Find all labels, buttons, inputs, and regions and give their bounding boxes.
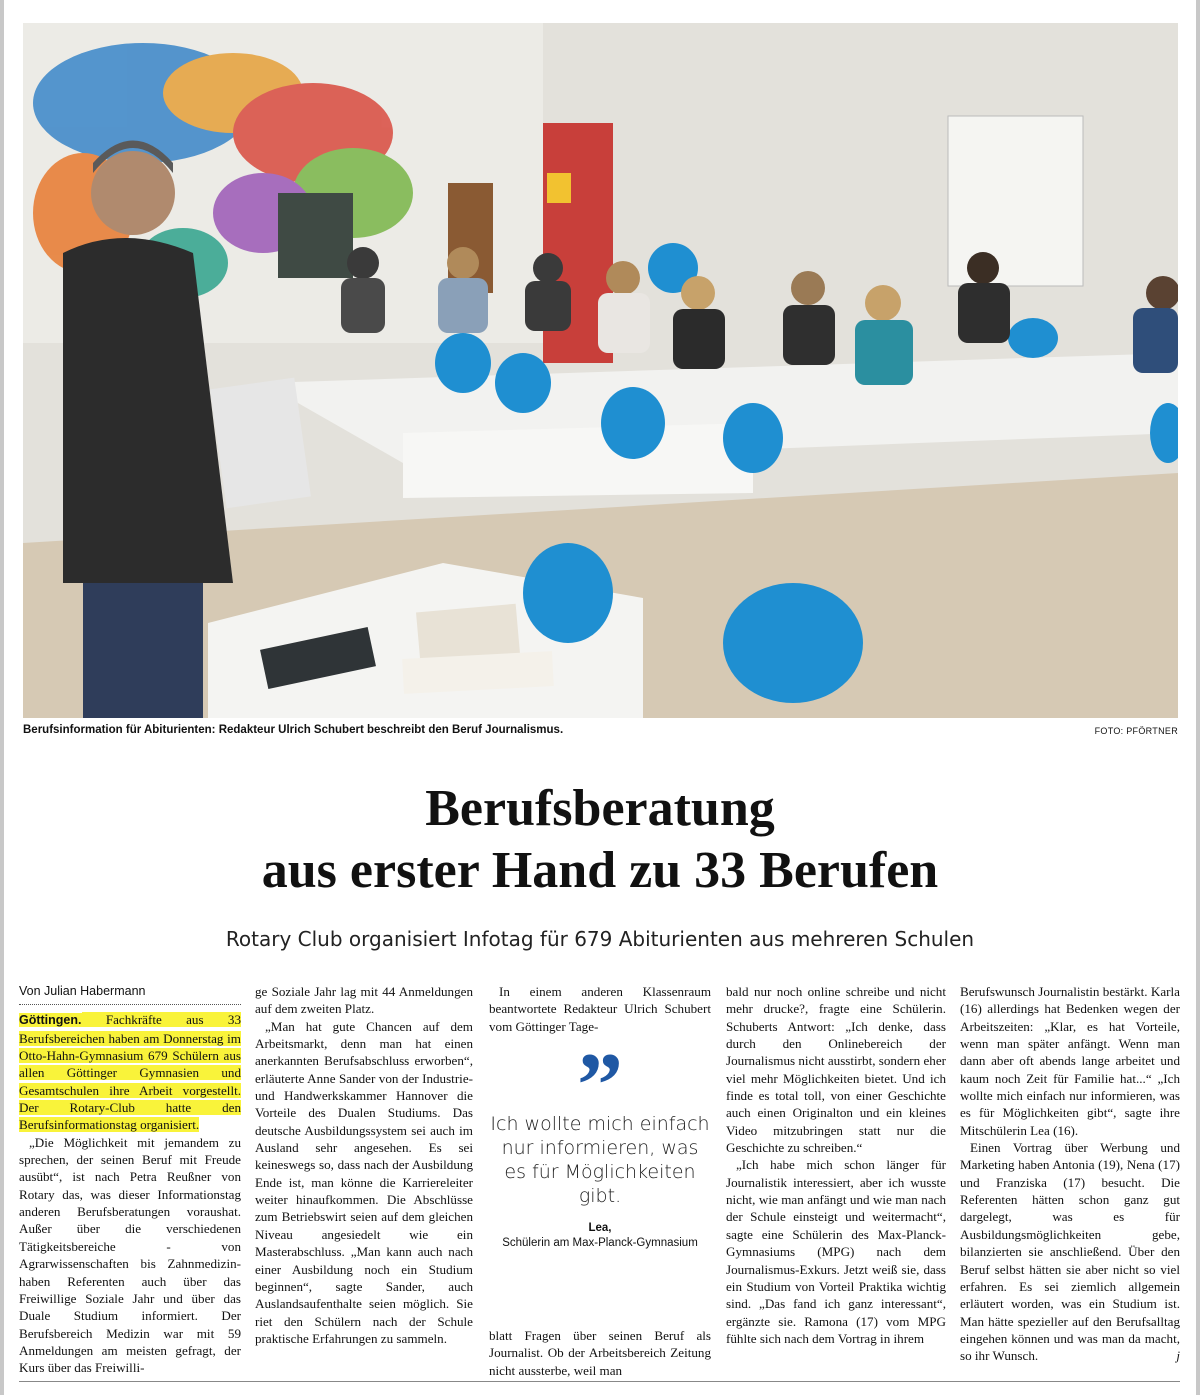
paragraph: blatt Fragen über seinen Beruf als Journalist. Ob der Arbeitsbereich Zeitung nicht aussterbe, weil man [489, 1328, 711, 1378]
quote-role: Schülerin am Max-Planck-Gymnasium [502, 1237, 698, 1249]
article-column-5 [960, 983, 1180, 1365]
article-column-4 [726, 983, 946, 1347]
paragraph: „Ich habe mich schon länger für Journalistik interessiert, aber ich wusste nicht, wie man anfängt und wie man nach der Schule einsteigt und weitermacht“, sagte eine Schülerin des Max-Planck-Gymnasiums (MPG) nach dem Journalismus-Exkurs. Jetzt weiß sie, dass ein Studium von Vorteil Praktika wichtig sind. „Das fand ich ganz interessant“, ergänzte sie. Ramona (17) vom MPG fühlte sich nach dem Vortrag in ihrem [726, 1157, 946, 1346]
article-column-2 [255, 983, 473, 1347]
headline-line-2: aus erster Hand zu 33 Berufen [261, 842, 939, 899]
classroom-photo-illustration [23, 23, 1178, 718]
article-column-3 [489, 983, 711, 1035]
headline [0, 778, 1200, 902]
end-mark: j [1176, 1348, 1180, 1364]
page-edge-right [1196, 0, 1200, 1395]
photo-caption [23, 724, 1178, 744]
paragraph: In einem anderen Klassenraum beantwortete Redakteur Ulrich Schubert vom Göttinger Tage- [489, 984, 711, 1034]
article-column-1 [19, 983, 241, 1377]
paragraph: „Man hat gute Chancen auf dem Arbeitsmarkt, denn man hat einen anerkannten Berufsabschluss erworben“, erläuterte Anne Sander von der Industrie- und Handwerkskammer Hannover die Vorteile des Dualen Studiums. Das deutsche Ausbildungssystem sei auch im Ausland sehr angesehen. Es sei keineswegs so, dass nach der Ausbildung Ende ist, man könne die Karriereleiter weiter hinaufkommen. Die Abschlüsse zum Betriebswirt seien auf dem gleichen Niveau angesiedelt wie ein Masterabschluss. „Man kann auch nach einer Ausbildung noch ein Studium beginnen“, sagte Sander, auch Auslandsaufenthalte seien möglich. Sie riet den Schülern nach der Schule praktische Erfahrungen zu sammeln. [255, 1018, 473, 1346]
quote-text: Ich wollte mich einfach nur informieren, was es für Möglichkeiten gibt. [490, 1113, 710, 1207]
paragraph: bald nur noch online schreibe und nicht mehr drucke?, fragte eine Schülerin. Schuberts Antwort: „Ich denke, dass durch den Onlinebereich der Journalismus nicht ausstirbt, sondern eher viel mehr Möglichkeiten bietet. Und ich finde es total toll, von einer Geschichte auch einen Originalton und ein kleines Video mitzubringen statt nur die Geschichte zu schreiben.“ [726, 984, 947, 1156]
pull-quote [489, 1034, 711, 1280]
page-edge-left [0, 0, 4, 1395]
lead-paragraph [19, 1011, 241, 1133]
paragraph: ge Soziale Jahr lag mit 44 Anmeldungen auf dem zweiten Platz. [255, 984, 473, 1017]
dateline: Göttingen. [19, 1013, 82, 1028]
quote-author: Lea, [588, 1222, 612, 1234]
caption-text: Berufsinformation für Abiturienten: Redakteur Ulrich Schubert beschreibt den Beruf Journalismus. [23, 724, 564, 736]
paragraph-text: Einen Vortrag über Werbung und Marketing haben Antonia (19), Nena (17) und Franziska (17) besucht. Die Referenten hätten schon ganz gut dargelegt, was es für Ausbildungsmöglichkeiten gebe, bilanzierten sie anschließend. Über den Beruf selbst hätten sie aber nicht so viel erfahren. Es sei ziemlich allgemein erläutert worden, was ein Studium ist. Man hätte spezieller auf den Berufsalltag eingehen können und was man da macht, so ihr Wunsch. [960, 1140, 1180, 1364]
photo-credit: FOTO: PFÖRTNER [1094, 726, 1178, 736]
quote-mark-icon: ” [577, 1034, 623, 1136]
byline: Von Julian Habermann [19, 983, 241, 1005]
paragraph: „Die Möglichkeit mit jemandem zu sprechen, der seinen Beruf mit Freude ausübt“, ist nach Petra Reußner von Rotary das, was dieser Informationstag anderen Berufsberatungen voraushat. Außer über die verschiedenen Tätigkeitsbereiche - von Agrarwissenschaften bis Zahnmedizin- haben Referenten auch über das Freiwillige Soziale Jahr und über das Duale Studium informiert. Der Berufsbereich Medizin war mit 59 Anmeldungen am meisten gefragt, der Kurs über das Freiwilli- [19, 1134, 241, 1376]
paragraph [960, 1139, 1180, 1364]
bottom-rule [19, 1381, 1180, 1382]
article-column-3-continued [489, 1327, 711, 1379]
classroom-photo [23, 23, 1178, 718]
subheadline: Rotary Club organisiert Infotag für 679 Abiturienten aus mehreren Schulen [225, 927, 975, 951]
headline-line-1: Berufsberatung [425, 780, 775, 837]
lead-text: Fachkräfte aus 33 Berufsbereichen haben am Donnerstag im Otto-Hahn-Gymnasium 679 Schülern aus allen Göttinger Gymnasien und Gesamtschulen ihre Arbeit vorgestellt. Der Rotary-Club hatte den Berufsinformationstag organisiert. [19, 1012, 241, 1133]
paragraph: Berufswunsch Journalistin bestärkt. Karla (16) allerdings hat Bedenken wegen der Arbeitszeiten: „Klar, es hat Vorteile, wenn man später anfängt. Wenn man dann aber oft abends lange arbeitet und kaum noch Zeit für Familie hat...“ „Ich wollte mich einfach nur informieren, was es für Möglichkeiten gibt“, sagte ihre Mitschülerin Lea (16). [960, 984, 1180, 1138]
